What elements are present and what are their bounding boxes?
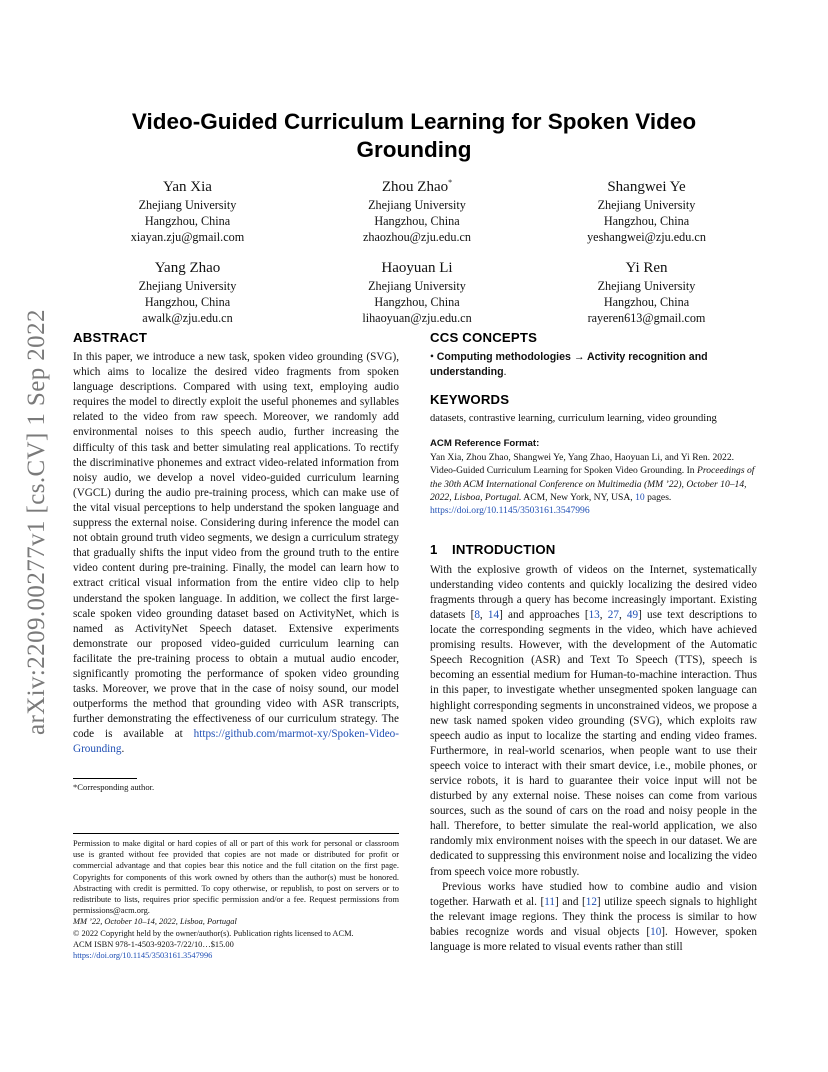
author-name: Yan Xia — [163, 179, 212, 195]
author-name: Zhou Zhao* — [381, 178, 453, 195]
corresponding-author-footnote: *Corresponding author. — [73, 781, 155, 792]
arxiv-stamp: arXiv:2209.00277v1 [cs.CV] 1 Sep 2022 — [23, 309, 50, 736]
paper-title: Video-Guided Curriculum Learning for Spoken Video Grounding — [131, 109, 697, 162]
page-count-link[interactable]: 10 — [635, 492, 645, 504]
author-affiliation: Zhejiang University — [138, 198, 237, 212]
author-row — [73, 254, 761, 327]
author-card — [532, 173, 761, 246]
citation-link[interactable]: 8 — [474, 608, 480, 621]
author-affiliation: Zhejiang University — [597, 278, 696, 293]
author-email: xiayan.zju@gmail.com — [130, 230, 245, 245]
author-name: Yang Zhao — [154, 259, 221, 276]
author-card — [73, 173, 302, 246]
author-card — [303, 254, 532, 327]
author-email: rayeren613@gmail.com — [587, 311, 706, 326]
reference-format-text: Yan Xia, Zhou Zhao, Shangwei Ye, Yang Zhao, Haoyuan Li, and Yi Ren. 2022. Video-Guided Curriculum Learning for Spoken Video Grounding. In Proceedings of the 30th ACM International Conference on Multimedia (MM ’22), October 10–14, 2022, Lisboa, Portugal. ACM, New York, NY, USA, 10 pages. https://doi.org/10.1145/3503161.3547996 — [430, 452, 755, 517]
permission-doi-link[interactable]: https://doi.org/10.1145/3503161.3547996 — [73, 951, 213, 961]
code-link[interactable]: https://github.com/marmot-xy/Spoken-Video-Grounding — [73, 728, 399, 756]
author-affiliation: Zhejiang University — [597, 198, 696, 212]
permission-block — [73, 838, 399, 961]
footnote-rule — [73, 778, 137, 779]
author-name: Shangwei Ye — [607, 179, 686, 195]
keywords-text: datasets, contrastive learning, curriculum learning, video grounding — [430, 413, 717, 425]
citation-link[interactable]: 49 — [626, 608, 639, 621]
citation-link[interactable]: 13 — [588, 608, 600, 621]
author-card — [532, 254, 761, 327]
venue-line: MM ’22, October 10–14, 2022, Lisboa, Portugal — [73, 917, 237, 927]
abstract-heading: ABSTRACT — [73, 330, 148, 345]
author-email: yeshangwei@zju.edu.cn — [587, 230, 706, 245]
corresponding-mark: * — [448, 178, 453, 187]
citation-link[interactable]: 12 — [585, 895, 597, 908]
abstract-body: In this paper, we introduce a new task, spoken video grounding (SVG), which aims to localize the desired video fragments from spoken language descriptions. Compared with using text, employing audio requires the model to directly exploit the useful phonemes and syllables related to the video from raw speech. Moreover, we randomly add environmental noises to this speech audio, further increasing the difficulty of this task and better simulating real applications. To rectify the discriminative phonemes and extract video-related information from noisy audio, we develop a novel video-guided curriculum learning (VGCL) during the audio pre-training process, which can make use of the vital visual perceptions to help understand the spoken language and suppress the external noise. Considering during inference the model can not obtain ground truth video segments, we design a curriculum strategy that gradually shifts the input video from the ground truth to the entire video content during pre-training. Finally, the model can learn how to extract critical visual information from the entire video clip to help understand the spoken language. In addition, we collect the first large-scale spoken video grounding dataset based on ActivityNet, which is named as ActivityNet Speech dataset. Extensive experiments demonstrate our proposed video-guided curriculum learning can facilitate the pre-training process to obtain a mutual audio encoder, significantly promoting the performance of spoken video grounding tasks. Moreover, we prove that in the case of noisy sound, our model outperforms the method that grounding video with ASR transcripts, further demonstrating the effectiveness of our curriculum strategy. The code is available at https://github.com/marmot-xy/Spoken-Video-Grounding. — [73, 351, 399, 756]
introduction-heading: 1 INTRODUCTION — [430, 541, 556, 557]
author-email: lihaoyuan@zju.edu.cn — [362, 311, 472, 326]
right-column — [430, 330, 757, 955]
author-city: Hangzhou, China — [144, 294, 231, 309]
author-block — [73, 173, 761, 334]
author-card — [73, 254, 302, 327]
intro-paragraph-1: With the explosive growth of videos on the Internet, systematically understanding video contents and quickly localizing the desired video fragments through a query has become increasingly important. Existing datasets [8, 14] and approaches [13, 27, 49] use text descriptions to locate the corresponding segments in the video, which have achieved promising results. However, with the development of the Automatic Speech Recognition (ASR) and Text To Speech (TTS), speech is becoming an essential medium for Human-to-machine interaction. Thus in this paper, to investigate whether unsegmented spoken language can highlight corresponding segments in unconstrained videos, we propose a new task named spoken video grounding (SVG), which exploits raw speech audio as input to localize the starting and ending video frames. Furthermore, in real-world scenarios, when people want to use their speech voice to interact with their smart device, i.e., mobile phones, or service robots, it is hard to guarantee their voice input will not be disturbed by any external noise. These noises can come from various sources, such as the sound of cars on the road and noisy people in the hall. Therefore, to better simulate the real-world application, we also randomly mix environment noises with the speech in our dataset. We are dedicated to suppressing this environment noise and localizing the video from speech voice more robustly. — [430, 563, 758, 878]
intro-paragraph-2: Previous works have studied how to combine audio and vision together. Harwath et al. [11] and [12] utilize speech signals to highlight the relevant image regions. They think the process is similar to how babies recognize words and visual objects [10]. However, spoken language is more related to visual events rather than still — [430, 880, 757, 954]
ccs-concepts: • Computing methodologies → Activity recognition and understanding. — [430, 351, 708, 379]
author-affiliation: Zhejiang University — [368, 198, 466, 212]
permission-rule — [73, 833, 399, 834]
citation-link[interactable]: 27 — [607, 608, 619, 621]
reference-doi-link[interactable]: https://doi.org/10.1145/3503161.3547996 — [430, 505, 590, 517]
left-column — [73, 330, 399, 793]
author-city: Hangzhou, China — [374, 294, 460, 309]
author-card — [303, 173, 532, 246]
author-name: Haoyuan Li — [381, 259, 453, 276]
author-name: Yi Ren — [625, 259, 668, 276]
author-city: Hangzhou, China — [603, 294, 690, 309]
citation-link[interactable]: 11 — [544, 895, 556, 908]
keywords-heading: KEYWORDS — [430, 392, 510, 408]
author-email: awalk@zju.edu.cn — [142, 311, 233, 326]
author-row — [73, 173, 761, 246]
author-city: Hangzhou, China — [374, 214, 460, 229]
author-affiliation: Zhejiang University — [138, 278, 237, 293]
author-email: zhaozhou@zju.edu.cn — [362, 230, 471, 245]
permission-text: Permission to make digital or hard copies of all or part of this work for personal or classroom use is granted without fee provided that copies are not made or distributed for profit or commercial advantage and that copies bear this notice and the full citation on the first page. Copyrights for components of this work owned by others than the author(s) must be honored. Abstracting with credit is permitted. To copy otherwise, or republish, to post on servers or to redistribute to lists, requires prior specific permission and/or a fee. Request permissions from permissions@acm.org. — [73, 839, 399, 916]
citation-link[interactable]: 10 — [650, 925, 662, 938]
isbn-line: ACM ISBN 978-1-4503-9203-7/22/10…$15.00 — [73, 939, 234, 949]
copyright-line: © 2022 Copyright held by the owner/author(s). Publication rights licensed to ACM. — [73, 928, 354, 938]
author-city: Hangzhou, China — [144, 214, 231, 229]
author-city: Hangzhou, China — [603, 214, 690, 229]
author-affiliation: Zhejiang University — [368, 278, 466, 293]
citation-link[interactable]: 14 — [487, 608, 500, 621]
ccs-heading: CCS CONCEPTS — [430, 330, 538, 345]
reference-format-label: ACM Reference Format: — [430, 438, 540, 450]
